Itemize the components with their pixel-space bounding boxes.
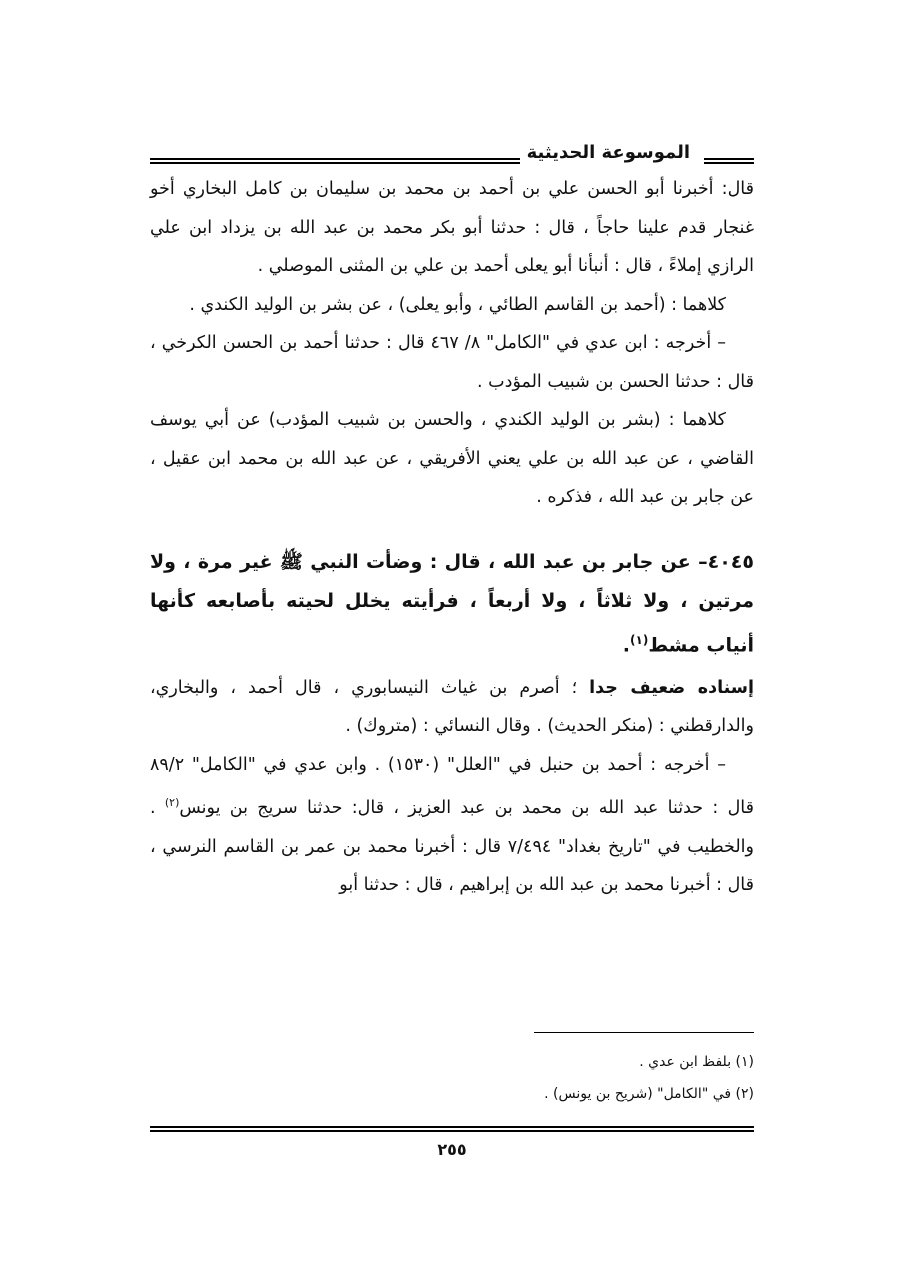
isnad-label: إسناده ضعيف جدا — [589, 677, 754, 698]
header-rule-right — [704, 158, 754, 164]
footnote-ref: (٢) — [164, 796, 180, 810]
footnote: (٢) في "الكامل" (شريح بن يونس) . — [544, 1086, 754, 1102]
hadith-body: – عن جابر بن عبد الله ، قال : وضأت النبي ﷺ غير مرة ، ولا مرتين ، ولا ثلاثاً ، ولا أربعاً ، فرأيته يخلل لحيته بأصابعه كأنها أنياب مشط — [150, 550, 754, 656]
bottom-rule — [150, 1126, 754, 1132]
running-header — [150, 140, 754, 170]
takhrij-paragraph — [150, 746, 754, 905]
footnote: (١) بلفظ ابن عدي . — [639, 1054, 754, 1070]
hadith-block — [150, 543, 754, 665]
page-number: ٢٥٥ — [437, 1140, 467, 1159]
paragraph: كلاهما : (بشر بن الوليد الكندي ، والحسن بن شبيب المؤدب) عن أبي يوسف القاضي ، عن عبد الله بن علي يعني الأفريقي ، عن عبد الله بن محمد ابن عقيل ، عن جابر بن عبد الله ، فذكره . — [150, 410, 754, 507]
header-rule-left — [150, 158, 520, 164]
hadith-text — [150, 543, 754, 665]
isnad-text: ؛ أصرم بن غياث النيسابوري ، قال أحمد ، والبخاري، والدارقطني : (منكر الحديث) . وقال النسائي : (متروك) . — [150, 677, 754, 737]
takhrij-part1: – أخرجه : أحمد بن حنبل في "العلل" (١٥٣٠) . وابن عدي في "الكامل" ٨٩/٢ قال : حدثنا عبد الله بن محمد بن عبد العزيز ، قال: حدثنا سريج بن يونس — [150, 754, 754, 819]
main-text — [150, 170, 754, 905]
footnote-separator — [534, 1032, 754, 1033]
footnotes — [150, 1046, 754, 1110]
paragraph: كلاهما : (أحمد بن القاسم الطائي ، وأبو يعلى) ، عن بشر بن الوليد الكندي . — [189, 294, 726, 315]
paragraph: – أخرجه : ابن عدي في "الكامل" ٨/ ٤٦٧ قال : حدثنا أحمد بن الحسن الكرخي ، قال : حدثنا الحسن بن شبيب المؤدب . — [150, 333, 754, 392]
takhrij-part2: . والخطيب في "تاريخ بغداد" ٧/٤٩٤ قال : أخبرنا محمد بن عمر بن القاسم النرسي ، قال : أخبرنا محمد بن عبد الله بن إبراهيم ، قال : حدثنا أبو — [150, 798, 754, 896]
paragraph: قال: أخبرنا أبو الحسن علي بن أحمد بن محمد بن سليمان بن كامل البخاري أخو غنجار قدم علينا حاجاً ، قال : حدثنا أبو بكر محمد بن عبد الله بن يزداد ابن علي الرازي إملاءً ، قال : أنبأنا أبو يعلى أحمد بن علي بن المثنى الموصلي . — [150, 179, 754, 276]
header-title: الموسوعة الحديثية — [526, 142, 690, 163]
footnote-ref: (١) — [630, 632, 649, 647]
hadith-number: ٤٠٤٥ — [707, 550, 754, 573]
page — [150, 140, 754, 1159]
isnad-paragraph — [150, 669, 754, 746]
hadith-end: . — [622, 633, 631, 656]
